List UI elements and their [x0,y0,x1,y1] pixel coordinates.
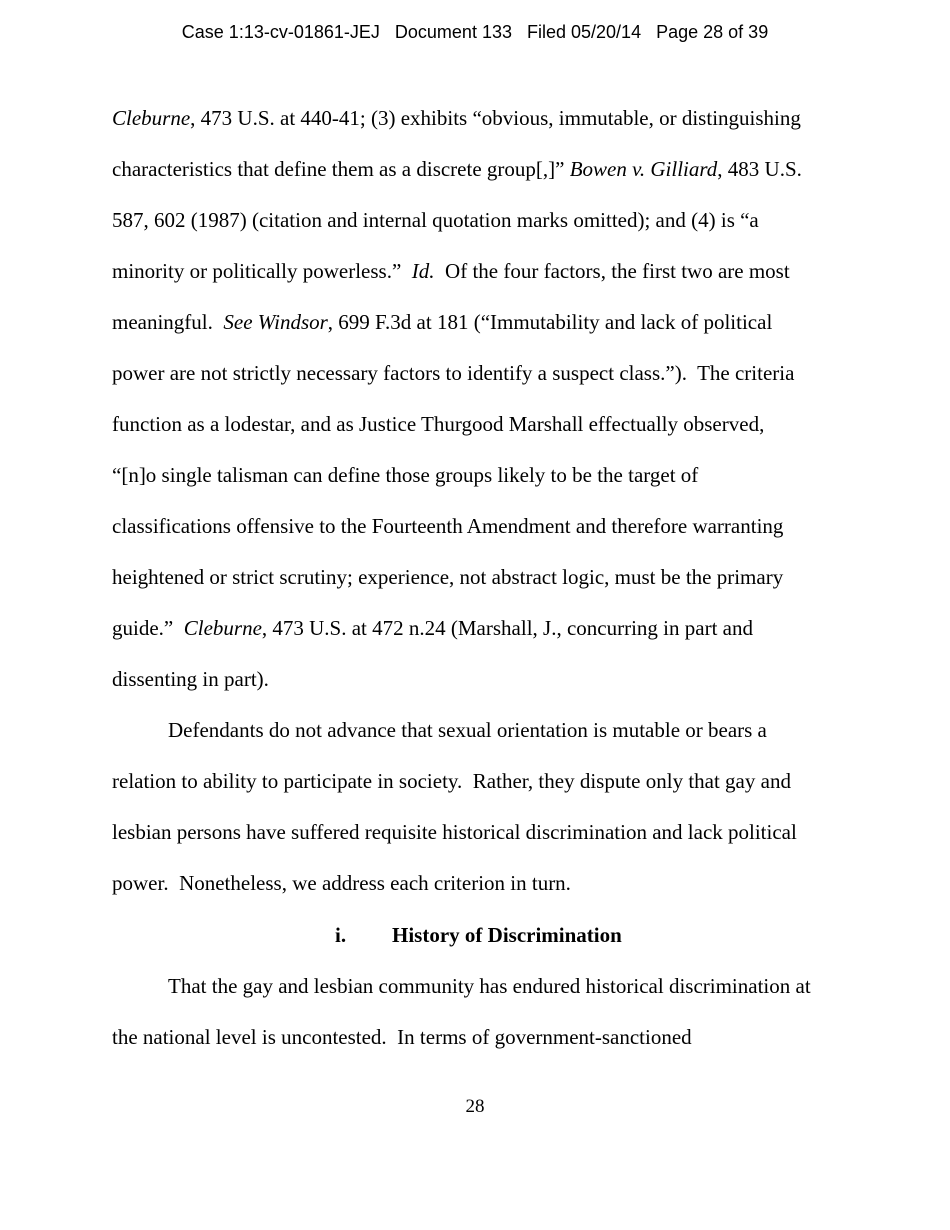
case-header [0,21,950,43]
text-line [112,258,790,284]
text-line [112,105,801,131]
text-span: guide.” [112,616,184,640]
text-line: That the gay and lesbian community has endured historical discrimination at [168,974,811,998]
filed-date: Filed 05/20/14 [527,22,642,42]
document-number: Document 133 [394,22,512,42]
text-line: heightened or strict scrutiny; experience, not abstract logic, must be the primary [112,565,784,589]
text-line [112,615,753,641]
case-citation: Bowen v. Gilliard [569,157,718,181]
case-citation: Id. [411,259,435,283]
text-line: lesbian persons have suffered requisite historical discrimination and lack political [112,820,797,844]
text-span: meaningful. [112,310,224,334]
text-line: dissenting in part). [112,667,269,691]
text-line: function as a lodestar, and as Justice Thurgood Marshall effectually observed, [112,412,765,436]
text-line: 587, 602 (1987) (citation and internal quotation marks omitted); and (4) is “a [112,208,759,232]
case-number: Case 1:13-cv-01861-JEJ [181,22,380,42]
section-title: History of Discrimination [392,923,622,947]
text-line: Defendants do not advance that sexual orientation is mutable or bears a [168,718,767,742]
text-line [112,156,802,182]
text-line [112,309,772,335]
text-span: , 699 F.3d at 181 (“Immutability and lack of political [327,310,773,334]
section-number: i. [335,923,347,947]
text-span: , 483 U.S. [717,157,802,181]
text-line: relation to ability to participate in society. Rather, they dispute only that gay and [112,769,791,793]
text-line: power are not strictly necessary factors to identify a suspect class.”). The criteria [112,361,795,385]
text-line: classifications offensive to the Fourteenth Amendment and therefore warranting [112,514,784,538]
text-span: Of the four factors, the first two are most [434,259,790,283]
case-citation: Cleburne [112,106,191,130]
case-citation: See Windsor [223,310,328,334]
page-count: Page 28 of 39 [656,22,769,42]
text-line: power. Nonetheless, we address each criterion in turn. [112,871,571,895]
text-span: , 473 U.S. at 440-41; (3) exhibits “obvious, immutable, or distinguishing [190,106,801,130]
case-citation: Cleburne [183,616,262,640]
text-span: , 473 U.S. at 472 n.24 (Marshall, J., concurring in part and [261,616,753,640]
text-line: the national level is uncontested. In terms of government-sanctioned [112,1025,692,1049]
page-number: 28 [465,1096,485,1117]
text-line: “[n]o single talisman can define those groups likely to be the target of [112,463,699,487]
text-span: characteristics that define them as a discrete group[,]” [112,157,570,181]
text-span: minority or politically powerless.” [112,259,412,283]
